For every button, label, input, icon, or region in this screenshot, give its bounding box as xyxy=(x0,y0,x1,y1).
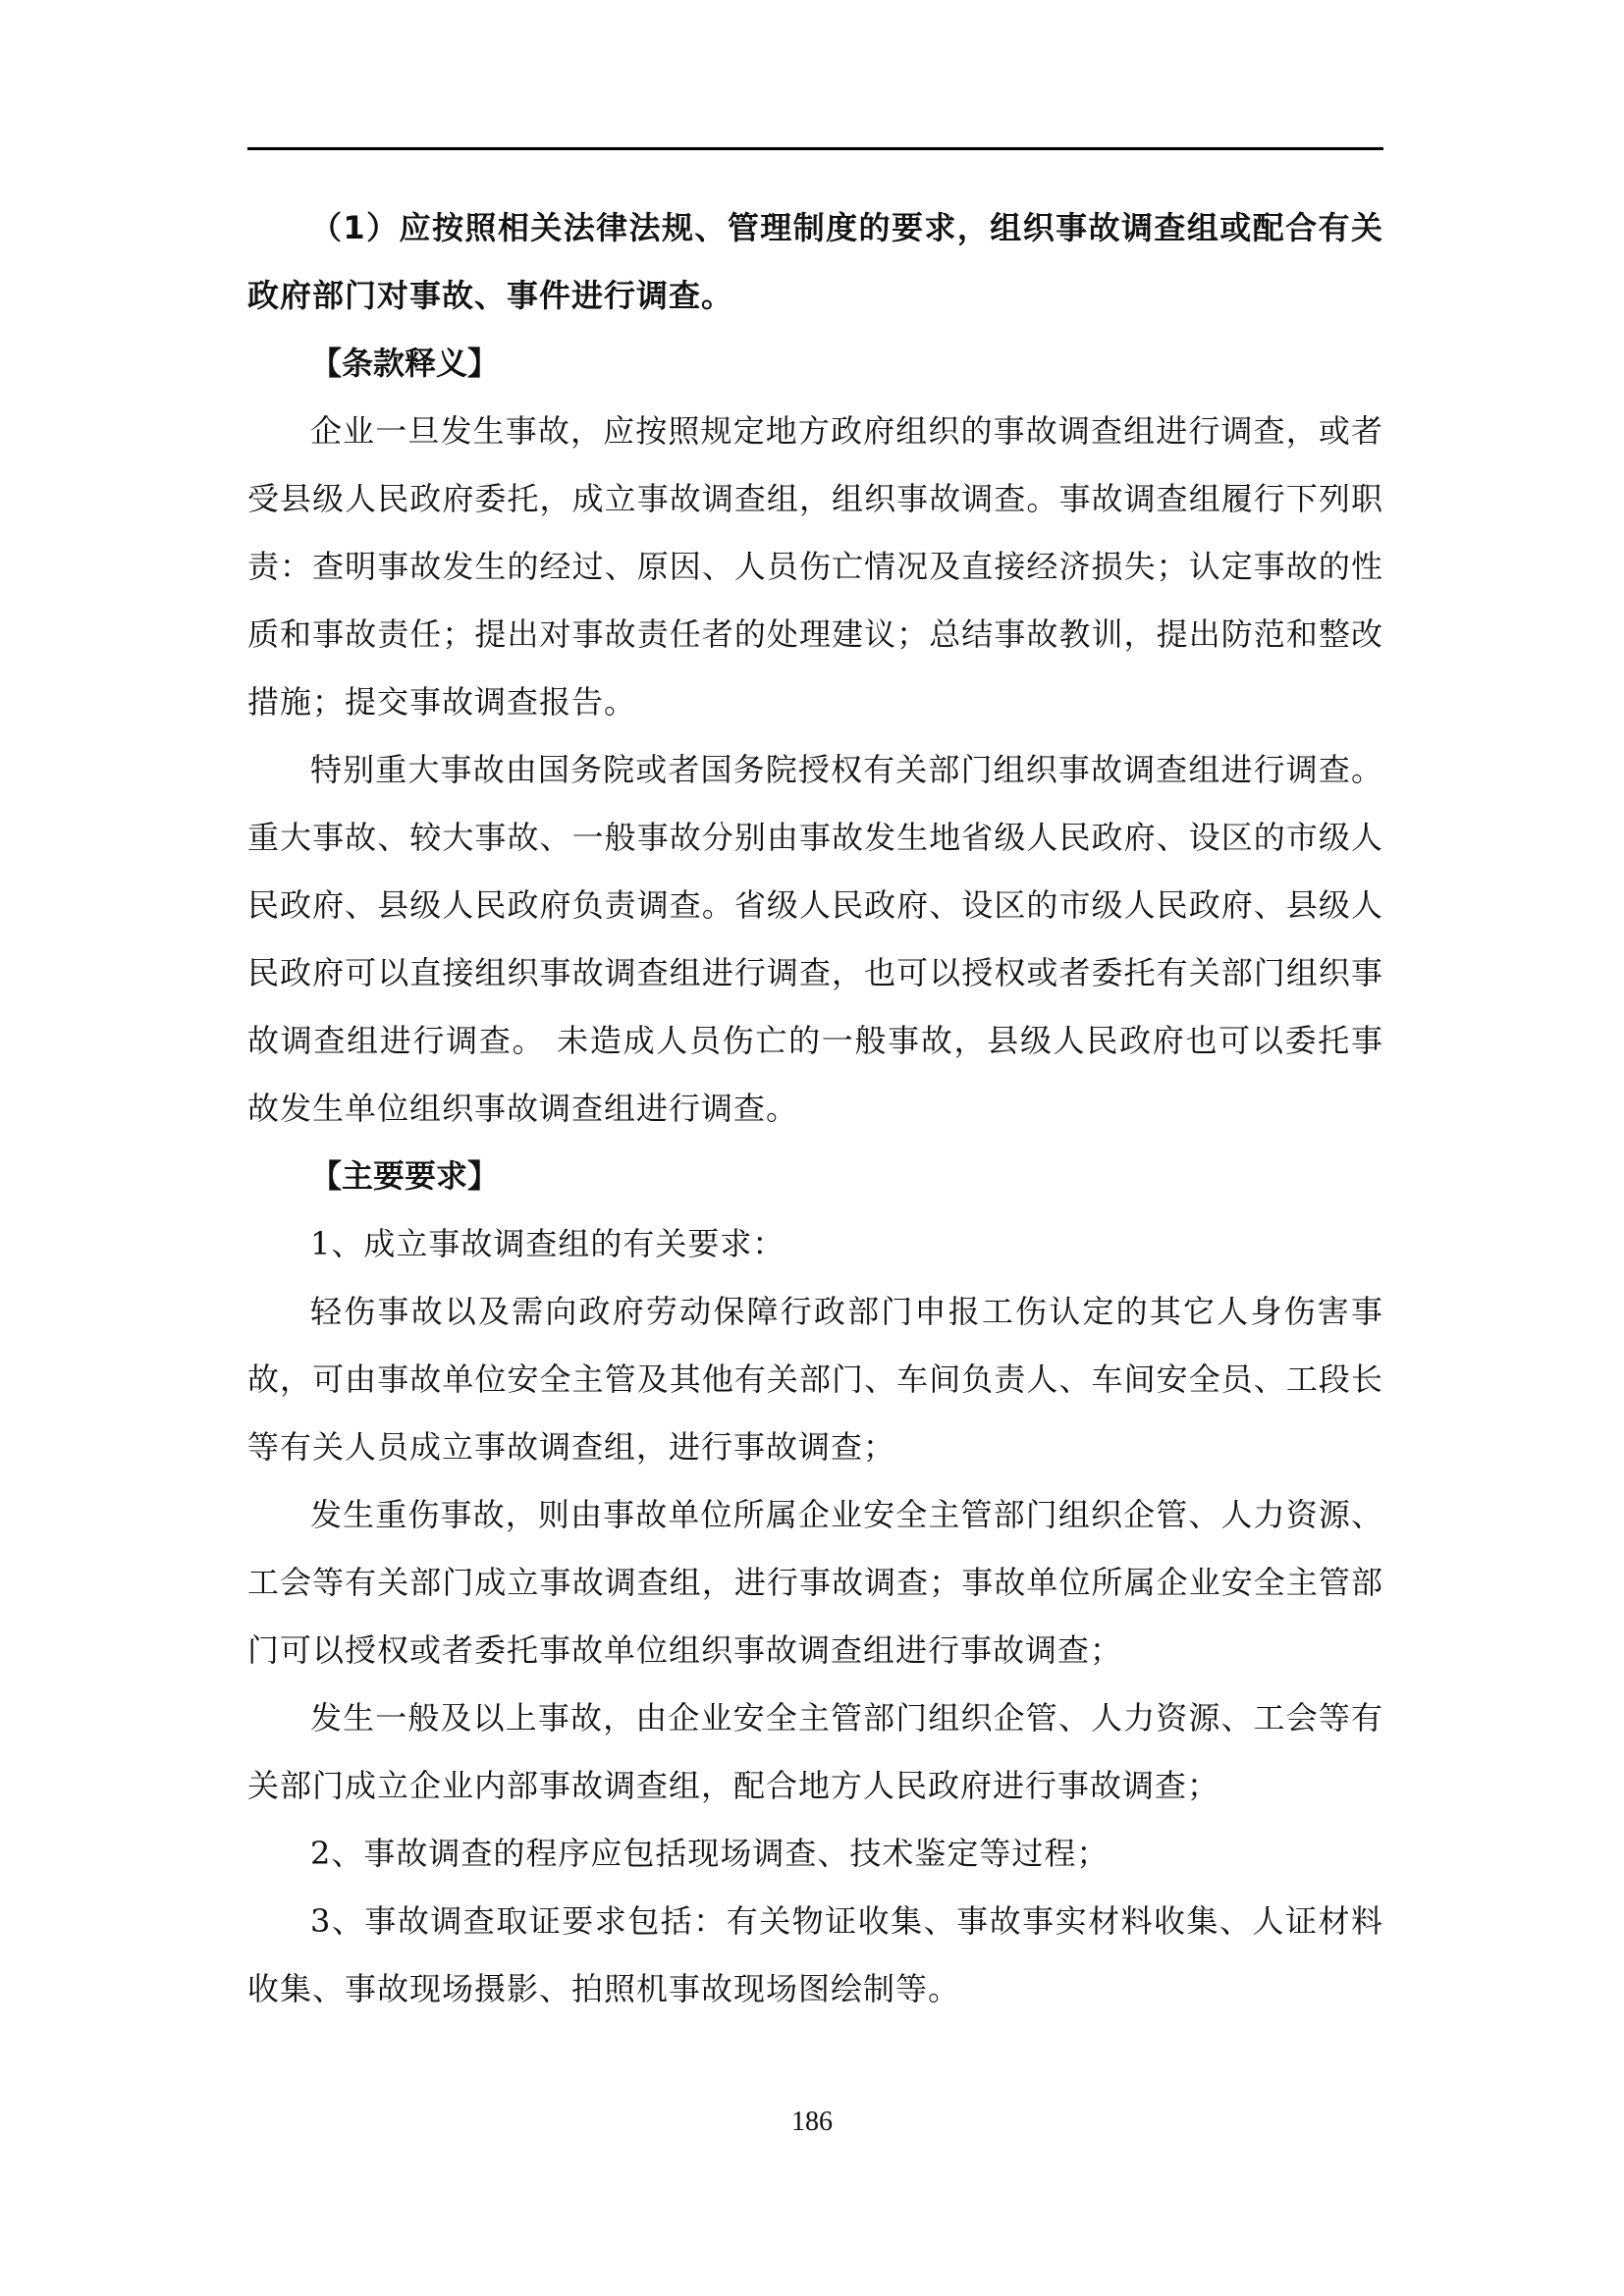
requirements-paragraph: 3、事故调查取证要求包括：有关物证收集、事故事实材料收集、人证材料收集、事故现场摄影、拍照机事故现场图绘制等。 xyxy=(247,1902,1383,2007)
requirements-paragraph: 轻伤事故以及需向政府劳动保障行政部门申报工伤认定的其它人身伤害事故，可由事故单位安全主管及其他有关部门、车间负责人、车间安全员、工段长等有关人员成立事故调查组，进行事故调查； xyxy=(247,1293,1383,1466)
header-rule xyxy=(247,147,1383,150)
requirements-paragraph: 发生一般及以上事故，由企业安全主管部门组织企管、人力资源、工会等有关部门成立企业内部事故调查组，配合地方人民政府进行事故调查； xyxy=(247,1699,1383,1804)
interpretation-heading: 【条款释义】 xyxy=(310,345,500,382)
requirements-paragraph: 发生重伤事故，则由事故单位所属企业安全主管部门组织企管、人力资源、工会等有关部门成立事故调查组，进行事故调查；事故单位所属企业安全主管部门可以授权或者委托事故单位组织事故调查组进行事故调查； xyxy=(247,1496,1383,1669)
requirements-paragraph: 1、成立事故调查组的有关要求： xyxy=(310,1225,785,1262)
interpretation-paragraph: 企业一旦发生事故，应按照规定地方政府组织的事故调查组进行调查，或者受县级人民政府委托，成立事故调查组，组织事故调查。事故调查组履行下列职责：查明事故发生的经过、原因、人员伤亡情况及直接经济损失；认定事故的性质和事故责任；提出对事故责任者的处理建议；总结事故教训，提出防范和整改措施；提交事故调查报告。 xyxy=(247,412,1383,721)
interpretation-paragraph: 特别重大事故由国务院或者国务院授权有关部门组织事故调查组进行调查。重大事故、较大事故、一般事故分别由事故发生地省级人民政府、设区的市级人民政府、县级人民政府负责调查。省级人民政府、设区的市级人民政府、县级人民政府可以直接组织事故调查组进行调查，也可以授权或者委托有关部门组织事故调查组进行调查。 未造成人员伤亡的一般事故，县级人民政府也可以委托事故发生单位组织事故调查组进行调查。 xyxy=(247,751,1383,1127)
clause-text: （1）应按照相关法律法规、管理制度的要求，组织事故调查组或配合有关政府部门对事故、事件进行调查。 xyxy=(247,209,1383,314)
requirements-paragraph: 2、事故调查的程序应包括现场调查、技术鉴定等过程； xyxy=(310,1835,1110,1872)
document-body xyxy=(247,194,1383,2023)
requirements-heading: 【主要要求】 xyxy=(310,1157,500,1195)
page-number: 186 xyxy=(791,2107,833,2137)
